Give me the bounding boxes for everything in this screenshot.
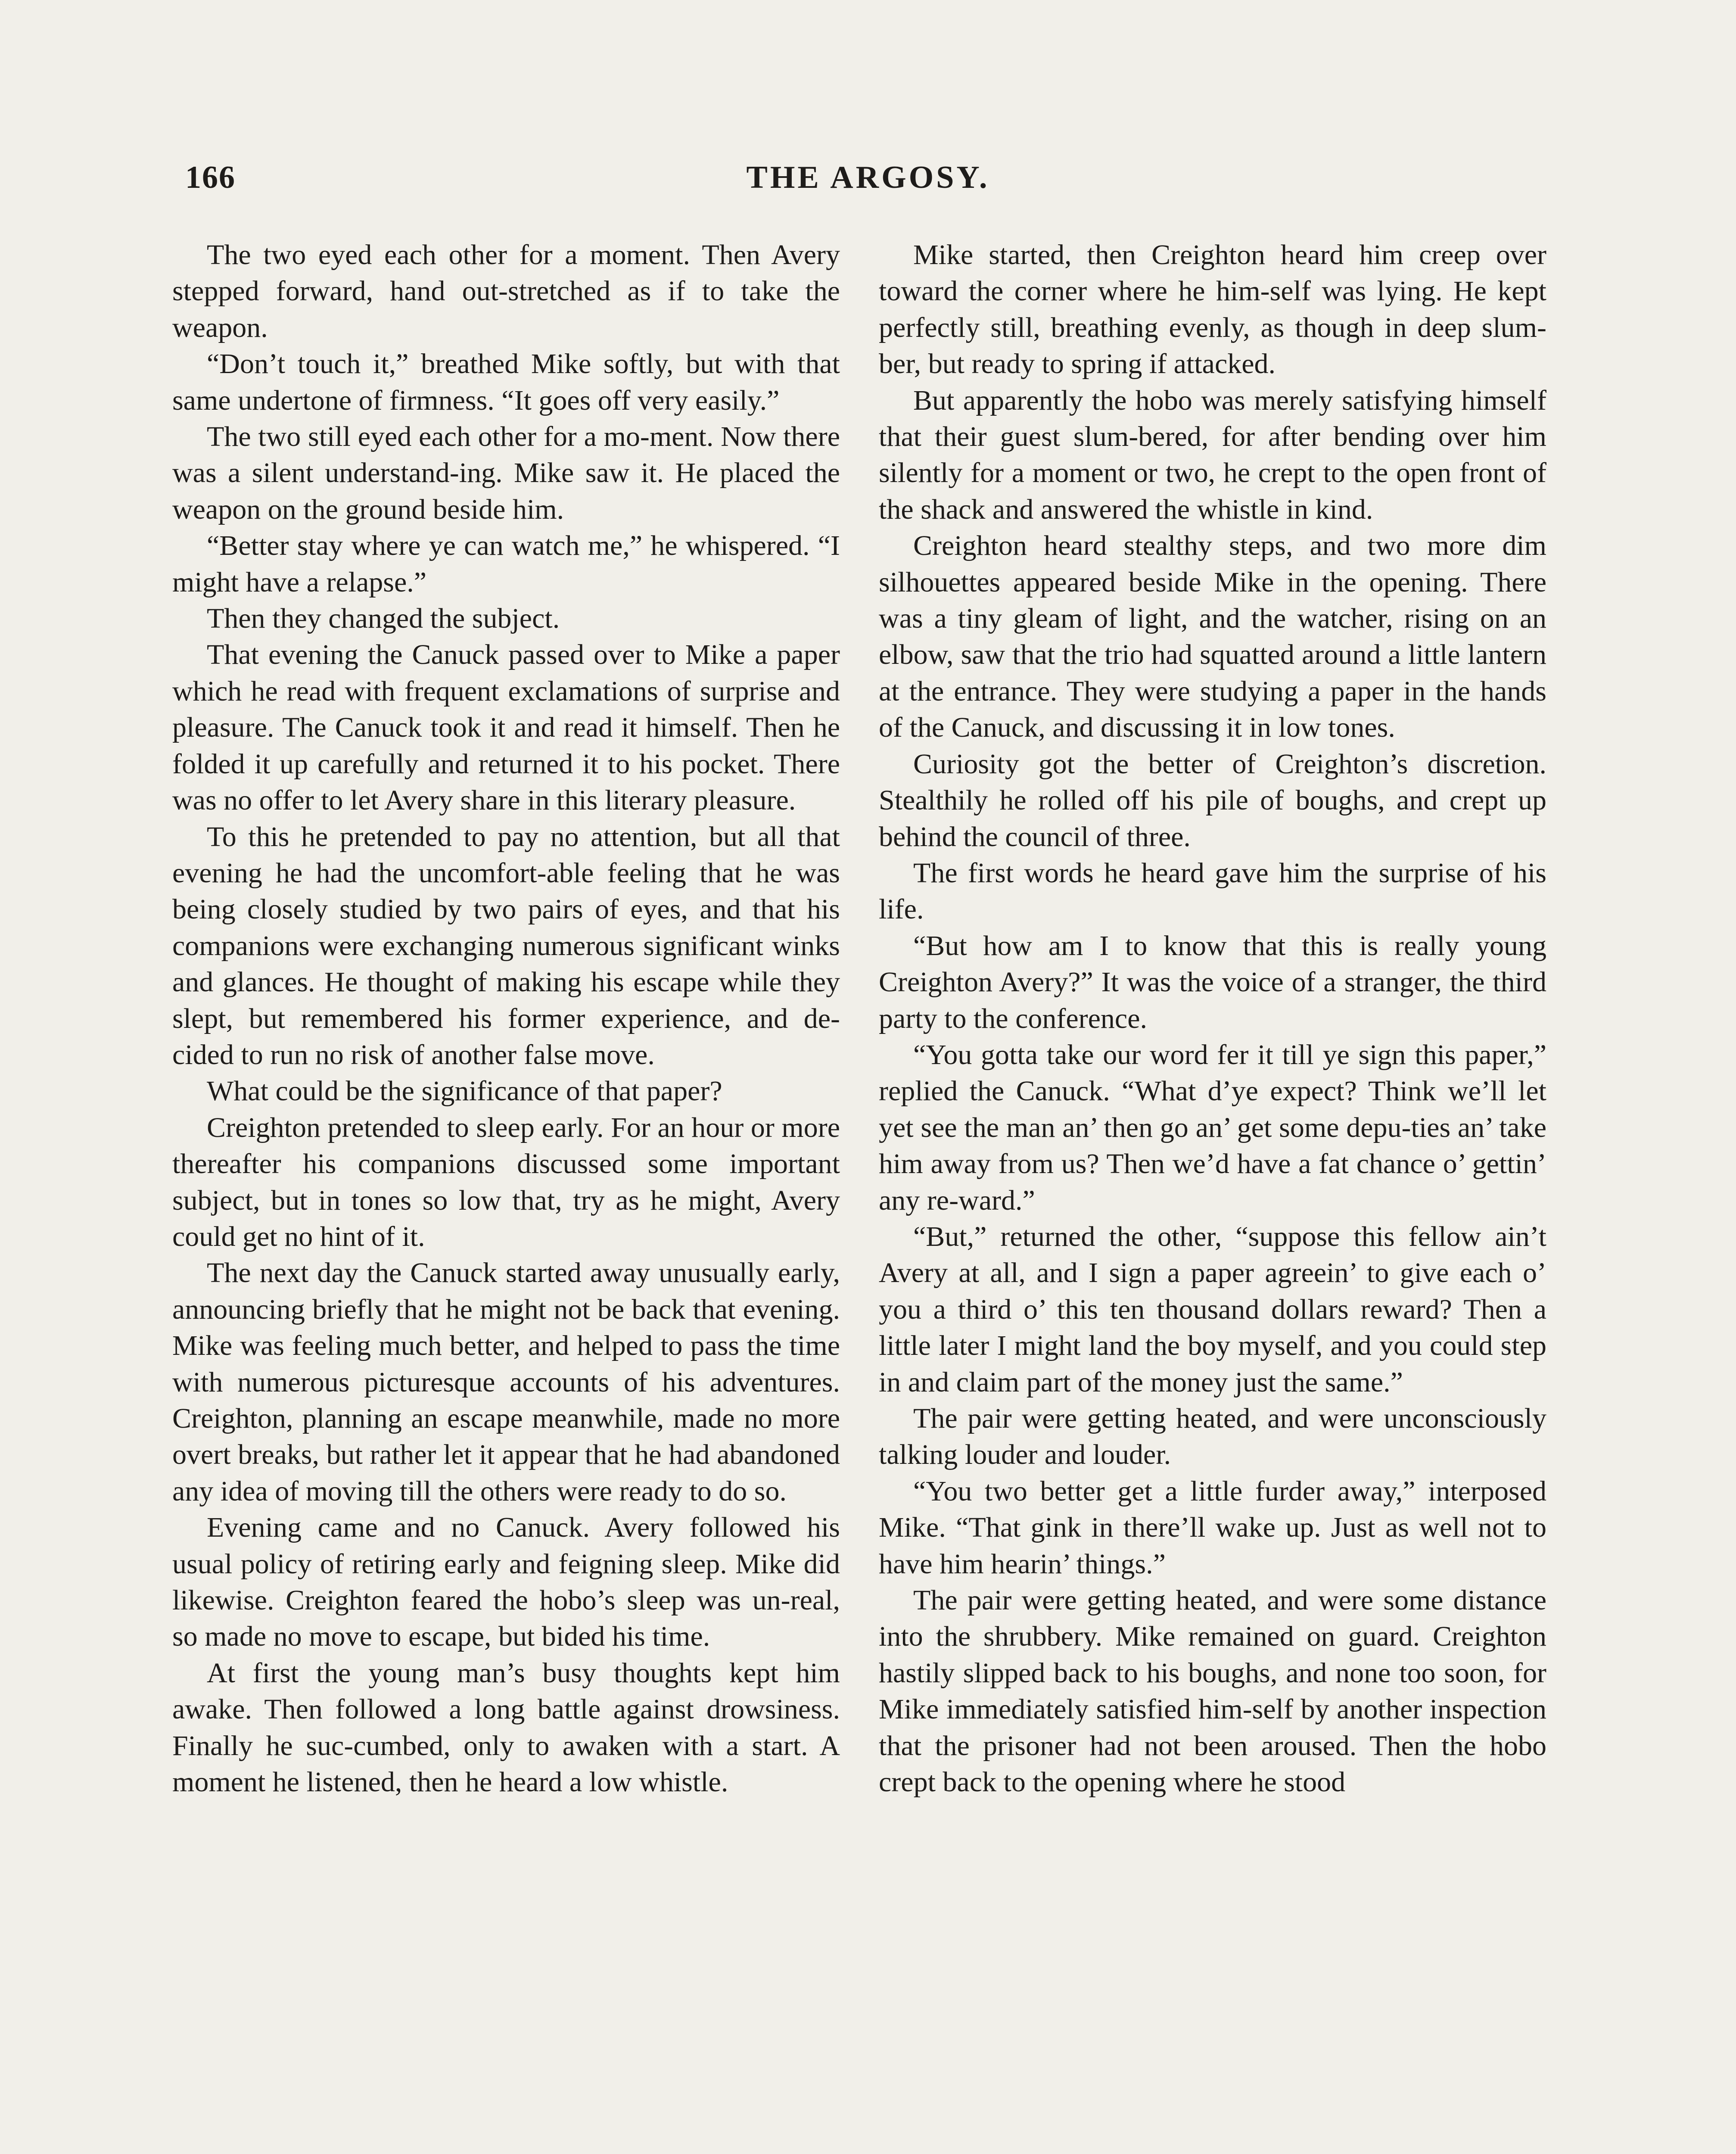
paragraph: The pair were getting heated, and were unconsciously talking louder and louder. bbox=[879, 1403, 1546, 1471]
paragraph: But apparently the hobo was merely satisfying himself that their guest slum-bered, for after bending over him silently for a moment or two, he crept to the open front of the shack and answered the whistle in kind. bbox=[879, 384, 1546, 525]
paragraph: Creighton pretended to sleep early. For an hour or more thereafter his companions discussed some important subject, but in tones so low that, try as he might, Avery could get no hint of it. bbox=[172, 1111, 840, 1252]
paragraph: The two eyed each other for a moment. Then Avery stepped forward, hand out-stretched as if to take the weapon. bbox=[172, 239, 840, 343]
paragraph: What could be the significance of that paper? bbox=[207, 1075, 722, 1107]
paragraph: The next day the Canuck started away unusually early, announcing briefly that he might not be back that evening. Mike was feeling much better, and helped to pass the time with numerous picturesque accounts of his adventures. Creighton, planning an escape meanwhile, made no more overt breaks, but rather let it appear that he had abandoned any idea of moving till the others were ready to do so. bbox=[172, 1257, 840, 1507]
paragraph: “But how am I to know that this is really young Creighton Avery?” It was the voice of a stranger, the third party to the conference. bbox=[879, 930, 1546, 1034]
paragraph: The two still eyed each other for a mo-ment. Now there was a silent understand-ing. Mike saw it. He placed the weapon on the ground beside him. bbox=[172, 421, 840, 525]
paragraph: At first the young man’s busy thoughts kept him awake. Then followed a long battle against drowsiness. Finally he suc-cumbed, only to awaken with a start. A moment he listened, then he heard a low whistle. bbox=[172, 1657, 840, 1798]
paragraph: Then they changed the subject. bbox=[207, 603, 560, 635]
paragraph: Mike started, then Creighton heard him creep over toward the corner where he him-self was lying. He kept perfectly still, breathing evenly, as though in deep slum-ber, but ready to spring if attacked. bbox=[879, 239, 1546, 380]
paragraph: “But,” returned the other, “suppose this fellow ain’t Avery at all, and I sign a paper agreein’ to give each o’ you a third o’ this ten thousand dollars reward? Then a little later I might land the boy myself, and you could step in and claim part of the money just the same.” bbox=[879, 1220, 1546, 1398]
paragraph: That evening the Canuck passed over to Mike a paper which he read with frequent exclamations of surprise and pleasure. The Canuck took it and read it himself. Then he folded it up carefully and returned it to his pocket. There was no offer to let Avery share in this literary pleasure. bbox=[172, 639, 840, 816]
paragraph: “Don’t touch it,” breathed Mike softly, but with that same undertone of firmness. “It goes off very easily.” bbox=[172, 348, 840, 416]
paragraph: To this he pretended to pay no attention, but all that evening he had the uncomfort-able feeling that he was being closely studied by two pairs of eyes, and that his companions were exchanging numerous significant winks and glances. He thought of making his escape while they slept, but remembered his former experience, and de-cided to run no risk of another false move. bbox=[172, 821, 840, 1071]
left-column bbox=[172, 237, 840, 1800]
paragraph: “Better stay where ye can watch me,” he whispered. “I might have a relapse.” bbox=[172, 530, 840, 598]
paragraph: The pair were getting heated, and were some distance into the shrubbery. Mike remained on guard. Creighton hastily slipped back to his boughs, and none too soon, for Mike immediately satisfied him-self by another inspection that the prisoner had not been aroused. Then the hobo crept back to the opening where he stood bbox=[879, 1584, 1546, 1798]
paragraph: The first words he heard gave him the surprise of his life. bbox=[879, 857, 1546, 925]
paragraph: Creighton heard stealthy steps, and two more dim silhouettes appeared beside Mike in the opening. There was a tiny gleam of light, and the watcher, rising on an elbow, saw that the trio had squatted around a little lantern at the entrance. They were studying a paper in the hands of the Canuck, and discussing it in low tones. bbox=[879, 530, 1546, 744]
paragraph: Evening came and no Canuck. Avery followed his usual policy of retiring early and feigning sleep. Mike did likewise. Creighton feared the hobo’s sleep was un-real, so made no move to escape, but bided his time. bbox=[172, 1512, 840, 1653]
right-column bbox=[879, 237, 1546, 1800]
paragraph: “You gotta take our word fer it till ye sign this paper,” replied the Canuck. “What d’ye expect? Think we’ll let yet see the man an’ then go an’ get some depu-ties an’ take him away from us? Then we’d have a fat chance o’ gettin’ any re-ward.” bbox=[879, 1039, 1546, 1216]
page-number: 166 bbox=[185, 160, 236, 195]
running-title: THE ARGOSY. bbox=[746, 160, 990, 195]
paragraph: Curiosity got the better of Creighton’s discretion. Stealthily he rolled off his pile of boughs, and crept up behind the council of three. bbox=[879, 748, 1546, 853]
paragraph: “You two better get a little furder away,” interposed Mike. “That gink in there’ll wake up. Just as well not to have him hearin’ things.” bbox=[879, 1475, 1546, 1580]
